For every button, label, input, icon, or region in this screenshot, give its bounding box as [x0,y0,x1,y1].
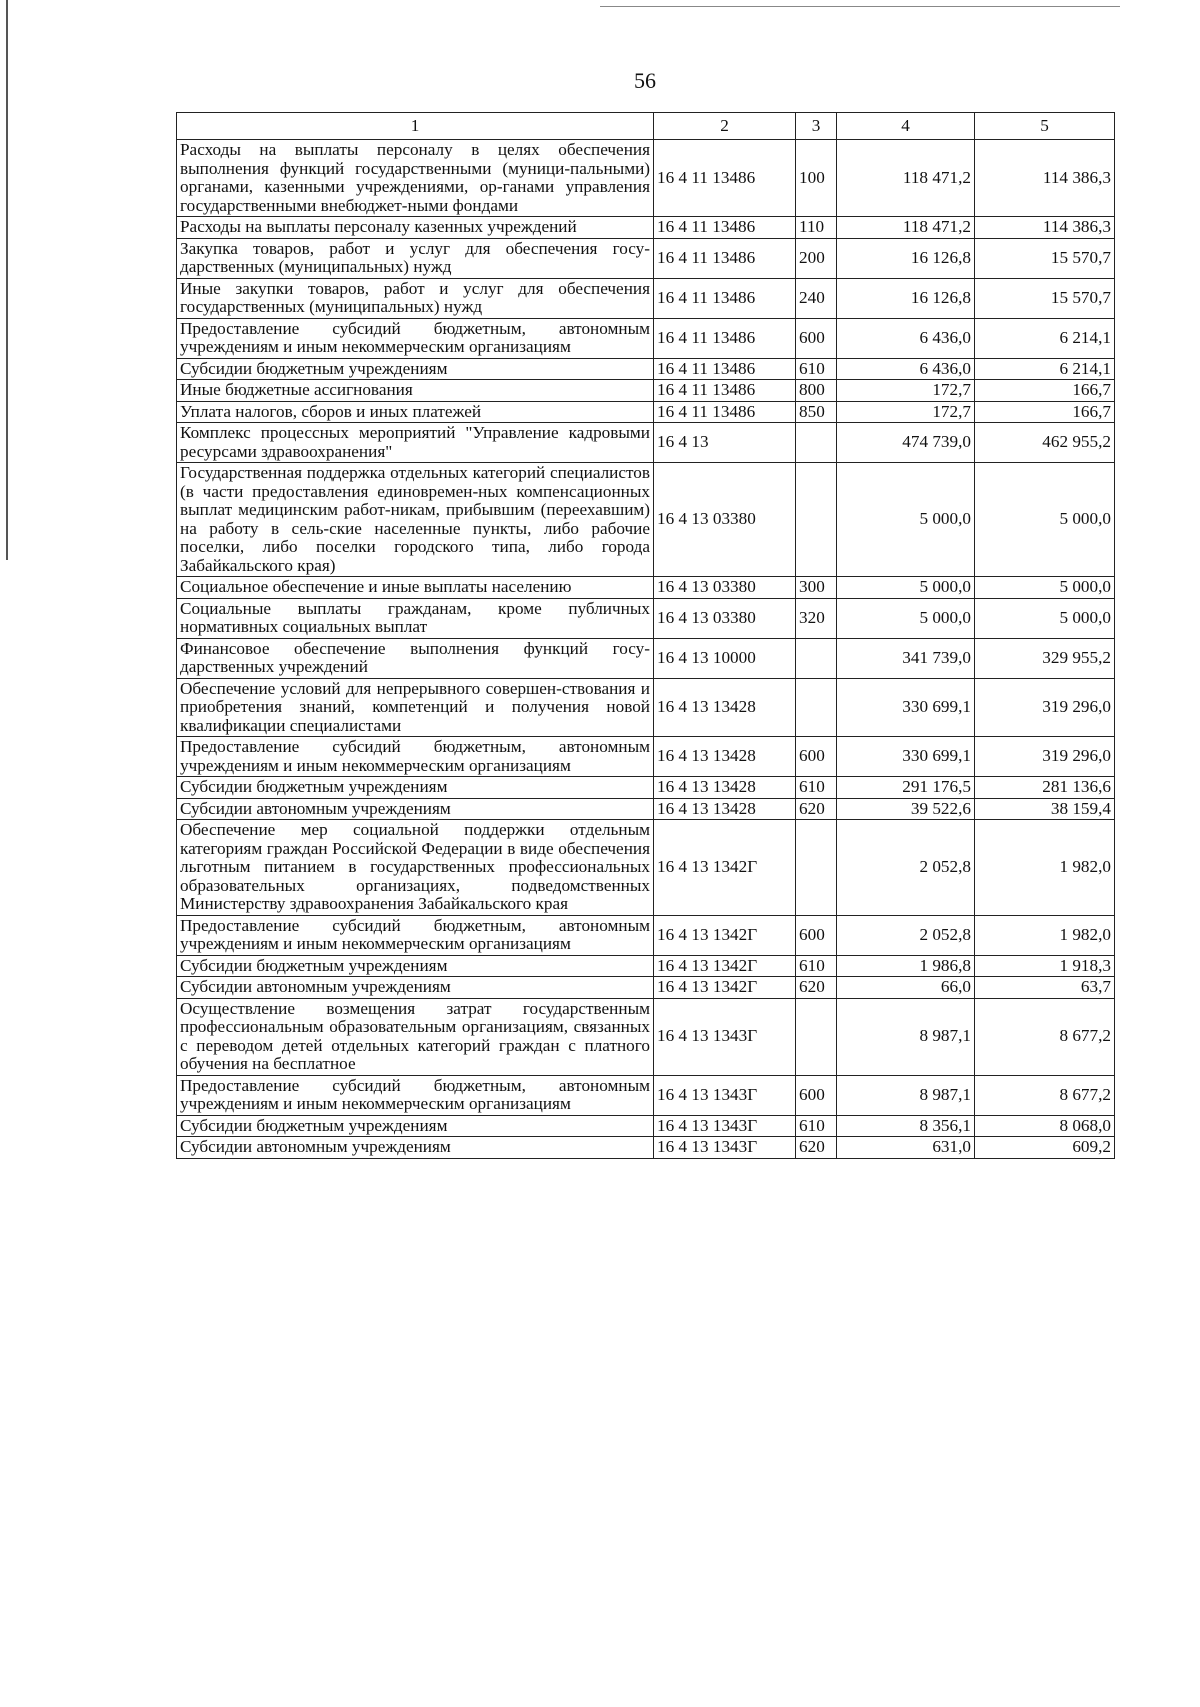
header-col-5: 5 [975,113,1115,140]
row-value-col4-cell: 291 176,5 [837,777,975,799]
row-code-cell: 16 4 11 13486 [654,358,796,380]
row-value-col5-cell: 1 982,0 [975,820,1115,916]
row-value-col5-cell: 6 214,1 [975,318,1115,358]
row-value-col5-cell: 1 982,0 [975,915,1115,955]
row-value-col5-cell: 166,7 [975,380,1115,402]
row-value-col4-cell: 631,0 [837,1137,975,1159]
row-value-col5-cell: 15 570,7 [975,278,1115,318]
row-code-cell: 16 4 13 1342Г [654,915,796,955]
row-value-col4-cell: 330 699,1 [837,737,975,777]
table-row [177,598,1115,638]
row-value-col5-cell: 166,7 [975,401,1115,423]
row-name-cell: Иные бюджетные ассигнования [177,380,654,402]
row-expense-type-cell [796,423,837,463]
row-value-col4-cell: 1 986,8 [837,955,975,977]
row-value-col5-cell: 114 386,3 [975,217,1115,239]
table-row [177,423,1115,463]
row-expense-type-cell: 320 [796,598,837,638]
row-expense-type-cell: 200 [796,238,837,278]
header-col-1: 1 [177,113,654,140]
row-code-cell: 16 4 13 10000 [654,638,796,678]
table-row [177,1115,1115,1137]
row-code-cell: 16 4 13 03380 [654,598,796,638]
row-value-col5-cell: 8 677,2 [975,998,1115,1075]
table-row [177,140,1115,217]
row-code-cell: 16 4 13 03380 [654,577,796,599]
table-row [177,798,1115,820]
row-code-cell: 16 4 11 13486 [654,217,796,239]
table-row [177,638,1115,678]
row-name-cell: Расходы на выплаты персоналу казенных учреждений [177,217,654,239]
row-name-cell: Иные закупки товаров, работ и услуг для обеспечения государственных (муниципальных) нужд [177,278,654,318]
row-name-cell: Субсидии автономным учреждениям [177,798,654,820]
row-code-cell: 16 4 13 1342Г [654,977,796,999]
table-row [177,401,1115,423]
row-value-col4-cell: 474 739,0 [837,423,975,463]
row-value-col5-cell: 38 159,4 [975,798,1115,820]
row-expense-type-cell: 240 [796,278,837,318]
row-expense-type-cell [796,820,837,916]
row-name-cell: Обеспечение условий для непрерывного совершен-ствования и приобретения знаний, компетенций и получения новой квалификации специалистами [177,678,654,737]
budget-table-body [177,140,1115,1159]
table-row [177,577,1115,599]
table-row [177,1137,1115,1159]
table-row [177,1075,1115,1115]
budget-table [176,112,1115,1159]
row-name-cell: Расходы на выплаты персоналу в целях обеспечения выполнения функций государственными (муници-пальными) органами, казенными учреждениями, ор-ганами управления государственными внебюджет-ными фондами [177,140,654,217]
row-expense-type-cell [796,638,837,678]
row-name-cell: Закупка товаров, работ и услуг для обеспечения госу-дарственных (муниципальных) нужд [177,238,654,278]
row-name-cell: Предоставление субсидий бюджетным, автономным учреждениям и иным некоммерческим организациям [177,737,654,777]
row-name-cell: Комплекс процессных мероприятий "Управление кадровыми ресурсами здравоохранения" [177,423,654,463]
row-value-col4-cell: 330 699,1 [837,678,975,737]
row-value-col4-cell: 341 739,0 [837,638,975,678]
row-value-col5-cell: 6 214,1 [975,358,1115,380]
row-name-cell: Субсидии бюджетным учреждениям [177,955,654,977]
row-code-cell: 16 4 13 1343Г [654,1115,796,1137]
row-value-col5-cell: 281 136,6 [975,777,1115,799]
row-value-col5-cell: 1 918,3 [975,955,1115,977]
table-row [177,955,1115,977]
header-row [177,113,1115,140]
row-name-cell: Субсидии бюджетным учреждениям [177,777,654,799]
row-expense-type-cell: 610 [796,955,837,977]
row-code-cell: 16 4 13 13428 [654,737,796,777]
row-value-col4-cell: 5 000,0 [837,463,975,577]
row-name-cell: Предоставление субсидий бюджетным, автономным учреждениям и иным некоммерческим организациям [177,318,654,358]
row-value-col5-cell: 462 955,2 [975,423,1115,463]
table-row [177,380,1115,402]
row-expense-type-cell: 600 [796,318,837,358]
row-expense-type-cell: 610 [796,777,837,799]
row-code-cell: 16 4 11 13486 [654,318,796,358]
row-value-col5-cell: 63,7 [975,977,1115,999]
header-col-3: 3 [796,113,837,140]
row-name-cell: Субсидии автономным учреждениям [177,1137,654,1159]
row-value-col4-cell: 2 052,8 [837,915,975,955]
row-value-col4-cell: 16 126,8 [837,238,975,278]
row-name-cell: Субсидии автономным учреждениям [177,977,654,999]
row-code-cell: 16 4 13 1343Г [654,1075,796,1115]
row-code-cell: 16 4 13 1343Г [654,998,796,1075]
table-row [177,238,1115,278]
row-expense-type-cell: 850 [796,401,837,423]
row-expense-type-cell [796,678,837,737]
row-value-col5-cell: 8 068,0 [975,1115,1115,1137]
row-value-col4-cell: 39 522,6 [837,798,975,820]
row-value-col4-cell: 8 987,1 [837,1075,975,1115]
row-name-cell: Предоставление субсидий бюджетным, автономным учреждениям и иным некоммерческим организациям [177,1075,654,1115]
row-name-cell: Обеспечение мер социальной поддержки отдельным категориям граждан Российской Федерации в виде обеспечения льготным питанием в государственных профессиональных образовательных организациях, подведомственных Министерству здравоохранения Забайкальского края [177,820,654,916]
row-value-col4-cell: 5 000,0 [837,577,975,599]
table-row [177,463,1115,577]
row-expense-type-cell: 620 [796,1137,837,1159]
row-code-cell: 16 4 13 1342Г [654,955,796,977]
table-row [177,915,1115,955]
row-value-col5-cell: 5 000,0 [975,463,1115,577]
row-expense-type-cell: 600 [796,737,837,777]
scan-edge-top [600,6,1120,7]
row-code-cell: 16 4 13 13428 [654,798,796,820]
row-value-col4-cell: 118 471,2 [837,217,975,239]
row-expense-type-cell [796,463,837,577]
row-code-cell: 16 4 13 13428 [654,678,796,737]
row-code-cell: 16 4 13 03380 [654,463,796,577]
row-expense-type-cell: 610 [796,1115,837,1137]
budget-table-header [177,113,1115,140]
row-code-cell: 16 4 11 13486 [654,278,796,318]
row-name-cell: Социальные выплаты гражданам, кроме публичных нормативных социальных выплат [177,598,654,638]
row-expense-type-cell [796,998,837,1075]
table-row [177,678,1115,737]
row-value-col4-cell: 172,7 [837,380,975,402]
row-value-col4-cell: 6 436,0 [837,358,975,380]
row-value-col4-cell: 8 356,1 [837,1115,975,1137]
page-number: 56 [634,68,656,93]
row-expense-type-cell: 800 [796,380,837,402]
row-value-col5-cell: 15 570,7 [975,238,1115,278]
table-row [177,278,1115,318]
row-code-cell: 16 4 13 1343Г [654,1137,796,1159]
row-code-cell: 16 4 11 13486 [654,401,796,423]
row-name-cell: Осуществление возмещения затрат государственным профессиональным образовательным организациям, связанных с переводом детей отдельных категорий граждан с платного обучения на бесплатное [177,998,654,1075]
row-expense-type-cell: 110 [796,217,837,239]
table-row [177,820,1115,916]
row-value-col4-cell: 8 987,1 [837,998,975,1075]
row-value-col5-cell: 609,2 [975,1137,1115,1159]
table-row [177,998,1115,1075]
row-value-col5-cell: 5 000,0 [975,598,1115,638]
row-name-cell: Уплата налогов, сборов и иных платежей [177,401,654,423]
table-row [177,358,1115,380]
row-value-col5-cell: 114 386,3 [975,140,1115,217]
row-value-col5-cell: 319 296,0 [975,678,1115,737]
row-value-col4-cell: 66,0 [837,977,975,999]
row-code-cell: 16 4 13 [654,423,796,463]
row-name-cell: Государственная поддержка отдельных категорий специалистов (в части предоставления единовремен-ных компенсационных выплат медицинским работ-никам, прибывшим (переехавшим) на работу в сель-ские населенные пункты, либо рабочие поселки, либо поселки городского типа, либо города Забайкальского края) [177,463,654,577]
row-code-cell: 16 4 13 1342Г [654,820,796,916]
row-value-col4-cell: 16 126,8 [837,278,975,318]
row-value-col5-cell: 5 000,0 [975,577,1115,599]
row-name-cell: Субсидии бюджетным учреждениям [177,358,654,380]
table-row [177,777,1115,799]
row-expense-type-cell: 620 [796,977,837,999]
row-expense-type-cell: 600 [796,915,837,955]
row-value-col5-cell: 329 955,2 [975,638,1115,678]
row-value-col4-cell: 6 436,0 [837,318,975,358]
row-value-col4-cell: 118 471,2 [837,140,975,217]
table-row [177,318,1115,358]
row-code-cell: 16 4 13 13428 [654,777,796,799]
row-code-cell: 16 4 11 13486 [654,238,796,278]
table-row [177,217,1115,239]
row-name-cell: Финансовое обеспечение выполнения функций госу-дарственных учреждений [177,638,654,678]
row-expense-type-cell: 620 [796,798,837,820]
row-name-cell: Социальное обеспечение и иные выплаты населению [177,577,654,599]
row-expense-type-cell: 610 [796,358,837,380]
row-value-col4-cell: 5 000,0 [837,598,975,638]
row-code-cell: 16 4 11 13486 [654,140,796,217]
table-row [177,737,1115,777]
table-row [177,977,1115,999]
row-value-col4-cell: 2 052,8 [837,820,975,916]
header-col-4: 4 [837,113,975,140]
row-expense-type-cell: 100 [796,140,837,217]
row-value-col4-cell: 172,7 [837,401,975,423]
row-value-col5-cell: 8 677,2 [975,1075,1115,1115]
row-code-cell: 16 4 11 13486 [654,380,796,402]
row-name-cell: Предоставление субсидий бюджетным, автономным учреждениям и иным некоммерческим организациям [177,915,654,955]
header-col-2: 2 [654,113,796,140]
row-expense-type-cell: 600 [796,1075,837,1115]
row-value-col5-cell: 319 296,0 [975,737,1115,777]
row-expense-type-cell: 300 [796,577,837,599]
row-name-cell: Субсидии бюджетным учреждениям [177,1115,654,1137]
